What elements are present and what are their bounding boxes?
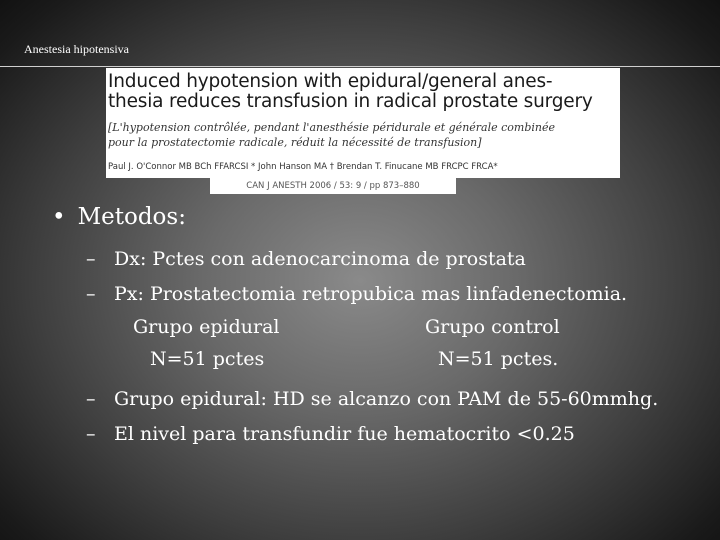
- slide-header-title: Anestesia hipotensiva: [24, 42, 129, 56]
- article-title-line-1: Induced hypotension with epidural/general anes-: [108, 71, 553, 92]
- group-control-label: Grupo control: [425, 316, 560, 338]
- group-epidural-n: N=51 pctes: [150, 348, 265, 370]
- list-item-nivel-transfundir: – El nivel para transfundir fue hematocrito <0.25: [86, 423, 575, 445]
- article-clipping-image: [106, 68, 620, 178]
- french-title-line-1: [L'hypotension contrôlée, pendant l'anesthésie péridurale et générale combinée: [108, 121, 556, 134]
- article-citation: CAN J ANESTH 2006 / 53: 9 / pp 873–880: [210, 178, 456, 194]
- header-divider: [0, 66, 720, 67]
- article-french-title: [108, 120, 618, 150]
- dash-icon: –: [86, 388, 96, 410]
- article-authors: Paul J. O'Connor MB BCh FFARCSI * John Hanson MA † Brendan T. Finucane MB FRCPC FRCA*: [108, 162, 498, 172]
- article-title-line-2: thesia reduces transfusion in radical prostate surgery: [108, 91, 593, 112]
- list-item-dx: – Dx: Pctes con adenocarcinoma de prostata: [86, 248, 526, 270]
- bullet-label: Metodos:: [77, 204, 186, 230]
- article-title: [108, 72, 618, 112]
- bullet-dot-icon: •: [52, 204, 66, 230]
- list-item-px: – Px: Prostatectomia retropubica mas linfadenectomia.: [86, 283, 628, 305]
- bullet-metodos: [52, 204, 186, 230]
- list-item-grupo-epidural: – Grupo epidural: HD se alcanzo con PAM de 55-60mmhg.: [86, 388, 659, 410]
- dash-icon: –: [86, 248, 96, 270]
- group-control-n: N=51 pctes.: [438, 348, 559, 370]
- group-epidural-label: Grupo epidural: [133, 316, 280, 338]
- french-title-line-2: pour la prostatectomie radicale, réduit la nécessité de transfusion]: [108, 136, 482, 149]
- dash-icon: –: [86, 283, 96, 305]
- dash-icon: –: [86, 423, 96, 445]
